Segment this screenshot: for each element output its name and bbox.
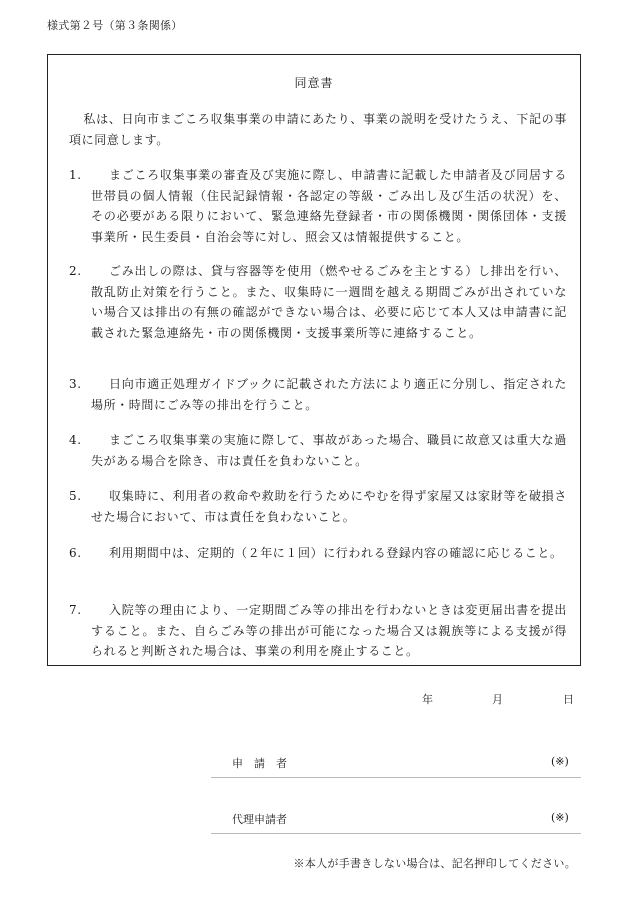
item-text: まごころ収集事業の審査及び実施に際し、申請書に記載した申請者及び同居する世帯員の個人情報（住民記録情報・各認定の等級・ごみ出し及び生活の状況）を、その必要がある限りにおいて、緊急連絡先登録者・市の関係機関・関係団体・支援事業所・民生委員・自治会等に対し、照会又は情報提供すること。 <box>91 168 567 244</box>
item-text: 日向市適正処理ガイドブックに記載された方法により適正に分別し、指定された場所・時間にごみ等の排出を行うこと。 <box>91 377 567 412</box>
consent-item-1 <box>69 165 567 247</box>
proxy-seal-mark: (※) <box>551 811 569 824</box>
item-number: 1. <box>69 168 82 182</box>
date-month-label: 月 <box>492 693 503 706</box>
consent-item-2 <box>69 261 567 343</box>
item-number: 2. <box>69 264 82 278</box>
consent-item-6 <box>69 543 567 564</box>
form-number: 様式第２号（第３条関係） <box>47 19 183 32</box>
proxy-applicant-label: 代理申請者 <box>232 813 287 826</box>
item-number: 6. <box>69 546 82 560</box>
item-text: ごみ出しの際は、貸与容器等を使用（燃やせるごみを主とする）し排出を行い、散乱防止対策を行うこと。また、収集時に一週間を越える期間ごみが出されていない場合又は排出の有無の確認ができない場合は、必要に応じて本人又は申請書に記載された緊急連絡先・市の関係機関・支援事業所等に連絡すること。 <box>91 264 567 340</box>
item-text: 入院等の理由により、一定期間ごみ等の排出を行わないときは変更届出書を提出すること。また、自らごみ等の排出が可能になった場合又は親族等による支援が得られると判断された場合は、事業の利用を廃止すること。 <box>91 603 567 658</box>
item-text: 収集時に、利用者の救命や救助を行うためにやむを得ず家屋又は家財等を破損させた場合において、市は責任を負わないこと。 <box>91 489 567 524</box>
consent-item-5 <box>69 486 567 527</box>
intro-paragraph: 私は、日向市まごころ収集事業の申請にあたり、事業の説明を受けたうえ、下記の事項に同意します。 <box>69 112 567 147</box>
item-text: まごころ収集事業の実施に際して、事故があった場合、職員に故意又は重大な過失がある場合を除き、市は責任を負わないこと。 <box>91 433 567 468</box>
document-title: 同意書 <box>294 76 334 90</box>
item-number: 5. <box>69 489 82 503</box>
item-number: 3. <box>69 377 82 391</box>
item-text: 利用期間中は、定期的（２年に１回）に行われる登録内容の確認に応じること。 <box>109 546 563 560</box>
item-number: 4. <box>69 433 82 447</box>
consent-item-3 <box>69 374 567 415</box>
item-number: 7. <box>69 603 82 617</box>
consent-item-4 <box>69 430 567 471</box>
consent-item-7 <box>69 600 567 662</box>
proxy-signature-line[interactable] <box>211 833 581 834</box>
applicant-signature-line[interactable] <box>211 777 581 778</box>
applicant-seal-mark: (※) <box>551 755 569 768</box>
date-year-label: 年 <box>422 693 433 706</box>
consent-box <box>47 54 581 666</box>
date-day-label: 日 <box>563 693 574 706</box>
footer-note: ※本人が手書きしない場合は、記名押印してください。 <box>293 857 576 870</box>
applicant-label: 申 請 者 <box>232 757 287 770</box>
